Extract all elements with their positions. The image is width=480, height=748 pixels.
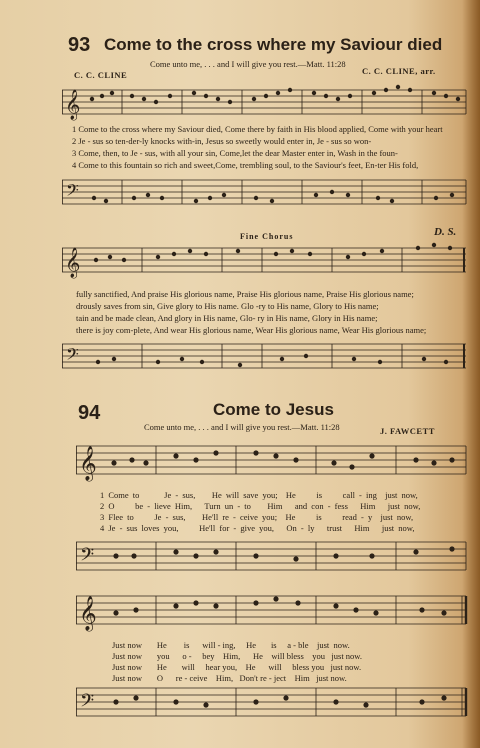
verse-4-word: He'll for - give you, bbox=[199, 523, 275, 533]
verse-3-word: 3 Flee to bbox=[100, 512, 134, 522]
hymn-94-verse-2 bbox=[100, 501, 420, 512]
hymn-94-treble-staff-1 bbox=[76, 436, 468, 484]
hymn-93-scripture: Come unto me, . . . and I will give you rest.—Matt. 11:28 bbox=[150, 59, 346, 69]
hymn-94-title: Come to Jesus bbox=[213, 400, 334, 419]
svg-text:𝄞: 𝄞 bbox=[79, 446, 97, 481]
hymn-94-refrain-1 bbox=[112, 640, 350, 651]
svg-text:𝄞: 𝄞 bbox=[65, 248, 81, 278]
hymn-93-chorus-label: Fine Chorus bbox=[240, 232, 294, 241]
verse-2-word: Him bbox=[360, 501, 376, 511]
hymn-94-verse-1 bbox=[100, 490, 418, 501]
svg-text:𝄢: 𝄢 bbox=[66, 344, 79, 368]
refrain-2-word: will bless bbox=[271, 651, 304, 661]
refrain-1-word: He bbox=[156, 640, 167, 650]
refrain-2-word: bey bbox=[202, 651, 215, 661]
hymn-93-chorus-3: tain and be made clean, And glory in His name, Glo- ry in His name, Glory in His name; bbox=[76, 313, 378, 323]
verse-4-word: Him bbox=[354, 523, 370, 533]
refrain-4-word: just now. bbox=[316, 673, 347, 683]
hymn-93-number: 93 bbox=[68, 34, 91, 56]
svg-text:𝄞: 𝄞 bbox=[65, 90, 81, 120]
refrain-1-word: is bbox=[183, 640, 190, 650]
verse-1-word: call - ing bbox=[342, 490, 377, 500]
hymn-93-chorus-2: drously saves from sin, Give glory to His name. Glo -ry to His name, Glory to His name; bbox=[76, 301, 379, 311]
verse-3-word: is bbox=[315, 512, 322, 522]
hymn-94-verse-3 bbox=[100, 512, 413, 523]
verse-2-word: and con - fess bbox=[294, 501, 348, 511]
verse-3-word: read - y bbox=[342, 512, 373, 522]
verse-3-word: He'll re - ceive you; bbox=[202, 512, 278, 522]
refrain-2-word: you bbox=[312, 651, 326, 661]
refrain-4-word: O bbox=[156, 673, 164, 683]
refrain-2-word: you bbox=[156, 651, 170, 661]
verse-4-word: just now, bbox=[381, 523, 415, 533]
hymn-93-treble-staff-1 bbox=[62, 82, 468, 122]
svg-text:𝄞: 𝄞 bbox=[79, 596, 97, 631]
refrain-4-word: Him bbox=[294, 673, 310, 683]
refrain-3-word: just now. bbox=[330, 662, 362, 672]
verse-1-word: is bbox=[316, 490, 323, 500]
hymn-93-verse-3: 3 Come, then, to Je - sus, with all your sin, Come,let the dear Master enter in, Wash in the foun- bbox=[72, 148, 398, 158]
refrain-1-word: will - ing, bbox=[202, 640, 236, 650]
hymn-93-treble-staff-2 bbox=[62, 240, 468, 280]
verse-2-word: just now, bbox=[387, 501, 421, 511]
hymn-94-refrain-3 bbox=[112, 662, 361, 673]
verse-1-word: He bbox=[285, 490, 296, 500]
verse-1-word: 1 Come to bbox=[100, 490, 140, 500]
refrain-3-word: will bbox=[181, 662, 195, 672]
refrain-3-word: He bbox=[245, 662, 256, 672]
refrain-1-word: just bbox=[316, 640, 330, 650]
verse-1-word: He will save you; bbox=[211, 490, 278, 500]
refrain-1-word: is bbox=[270, 640, 277, 650]
verse-3-word: just now, bbox=[380, 512, 414, 522]
hymn-94-scripture: Come unto me, . . . and I will give you rest.—Matt. 11:28 bbox=[144, 422, 340, 432]
hymn-94-bass-staff-1 bbox=[76, 532, 468, 580]
hymn-94-number: 94 bbox=[78, 402, 101, 424]
refrain-1-word: now. bbox=[333, 640, 350, 650]
refrain-2-word: Just now bbox=[112, 651, 142, 661]
verse-1-word: just now, bbox=[385, 490, 418, 500]
hymn-93-author: C. C. CLINE bbox=[74, 70, 128, 80]
svg-text:𝄢: 𝄢 bbox=[66, 180, 79, 204]
verse-4-word: trust bbox=[326, 523, 342, 533]
hymn-93-ds-label: D. S. bbox=[434, 226, 457, 238]
hymn-94-treble-staff-2 bbox=[76, 586, 468, 634]
hymn-93-verse-2: 2 Je - sus so ten-der-ly knocks with-in, Jesus so sweetly would enter in, Je - sus so won- bbox=[72, 136, 372, 146]
refrain-4-word: re - ceive bbox=[175, 673, 208, 683]
refrain-4-word: Him, bbox=[215, 673, 234, 683]
refrain-4-word: Just now bbox=[112, 673, 142, 683]
refrain-3-word: bless you bbox=[292, 662, 325, 672]
refrain-1-word: a - ble bbox=[287, 640, 309, 650]
refrain-3-word: hear you, bbox=[205, 662, 238, 672]
hymn-94-author: J. FAWCETT bbox=[380, 426, 435, 436]
verse-4-word: 4 Je - sus loves you, bbox=[100, 523, 179, 533]
verse-2-word: Him bbox=[267, 501, 283, 511]
hymn-93-chorus-1: fully sanctified, And praise His glorious name, Praise His glorious name, Praise His glorious name; bbox=[76, 289, 414, 299]
hymn-94-refrain-2 bbox=[112, 651, 362, 662]
hymn-93-verse-1: 1 Come to the cross where my Saviour died, Come there by faith in His blood applied, Come with your heart bbox=[72, 124, 443, 134]
verse-3-word: He bbox=[285, 512, 296, 522]
refrain-2-word: He bbox=[253, 651, 263, 661]
verse-2-word: be - lieve Him, bbox=[135, 501, 193, 511]
refrain-2-word: just now. bbox=[331, 651, 363, 661]
refrain-2-word: Him, bbox=[223, 651, 241, 661]
hymn-93-chorus-4: there is joy com-plete, And wear His glorious name, Wear His glorious name, Wear His glorious name; bbox=[76, 325, 427, 335]
svg-text:𝄢: 𝄢 bbox=[80, 545, 95, 570]
refrain-1-word: He bbox=[246, 640, 257, 650]
refrain-1-word: Just now bbox=[112, 640, 142, 650]
refrain-2-word: o - bbox=[182, 651, 192, 661]
refrain-4-word: Don't re - ject bbox=[239, 673, 287, 683]
hymn-93-title: Come to the cross where my Saviour died bbox=[104, 35, 443, 54]
verse-2-word: Turn un - to bbox=[204, 501, 251, 511]
verse-2-word: 2 O bbox=[100, 501, 115, 511]
verse-1-word: Je - sus, bbox=[164, 490, 196, 500]
refrain-3-word: He bbox=[156, 662, 167, 672]
hymn-94-bass-staff-2 bbox=[76, 678, 468, 726]
svg-text:𝄢: 𝄢 bbox=[80, 691, 95, 716]
verse-4-word: On - ly bbox=[286, 523, 315, 533]
hymn-93-verse-4: 4 Come to this fountain so rich and sweet,Come, trembling soul, to the Saviour's feet, En-ter His fold, bbox=[72, 160, 419, 170]
hymn-93-bass-staff-2 bbox=[62, 336, 468, 376]
refrain-3-word: Just now bbox=[112, 662, 142, 672]
refrain-3-word: will bbox=[268, 662, 282, 672]
verse-3-word: Je - sus, bbox=[154, 512, 186, 522]
hymn-93-bass-staff-1 bbox=[62, 172, 468, 218]
hymn-93-arranger: C. C. CLINE, arr. bbox=[362, 66, 436, 76]
